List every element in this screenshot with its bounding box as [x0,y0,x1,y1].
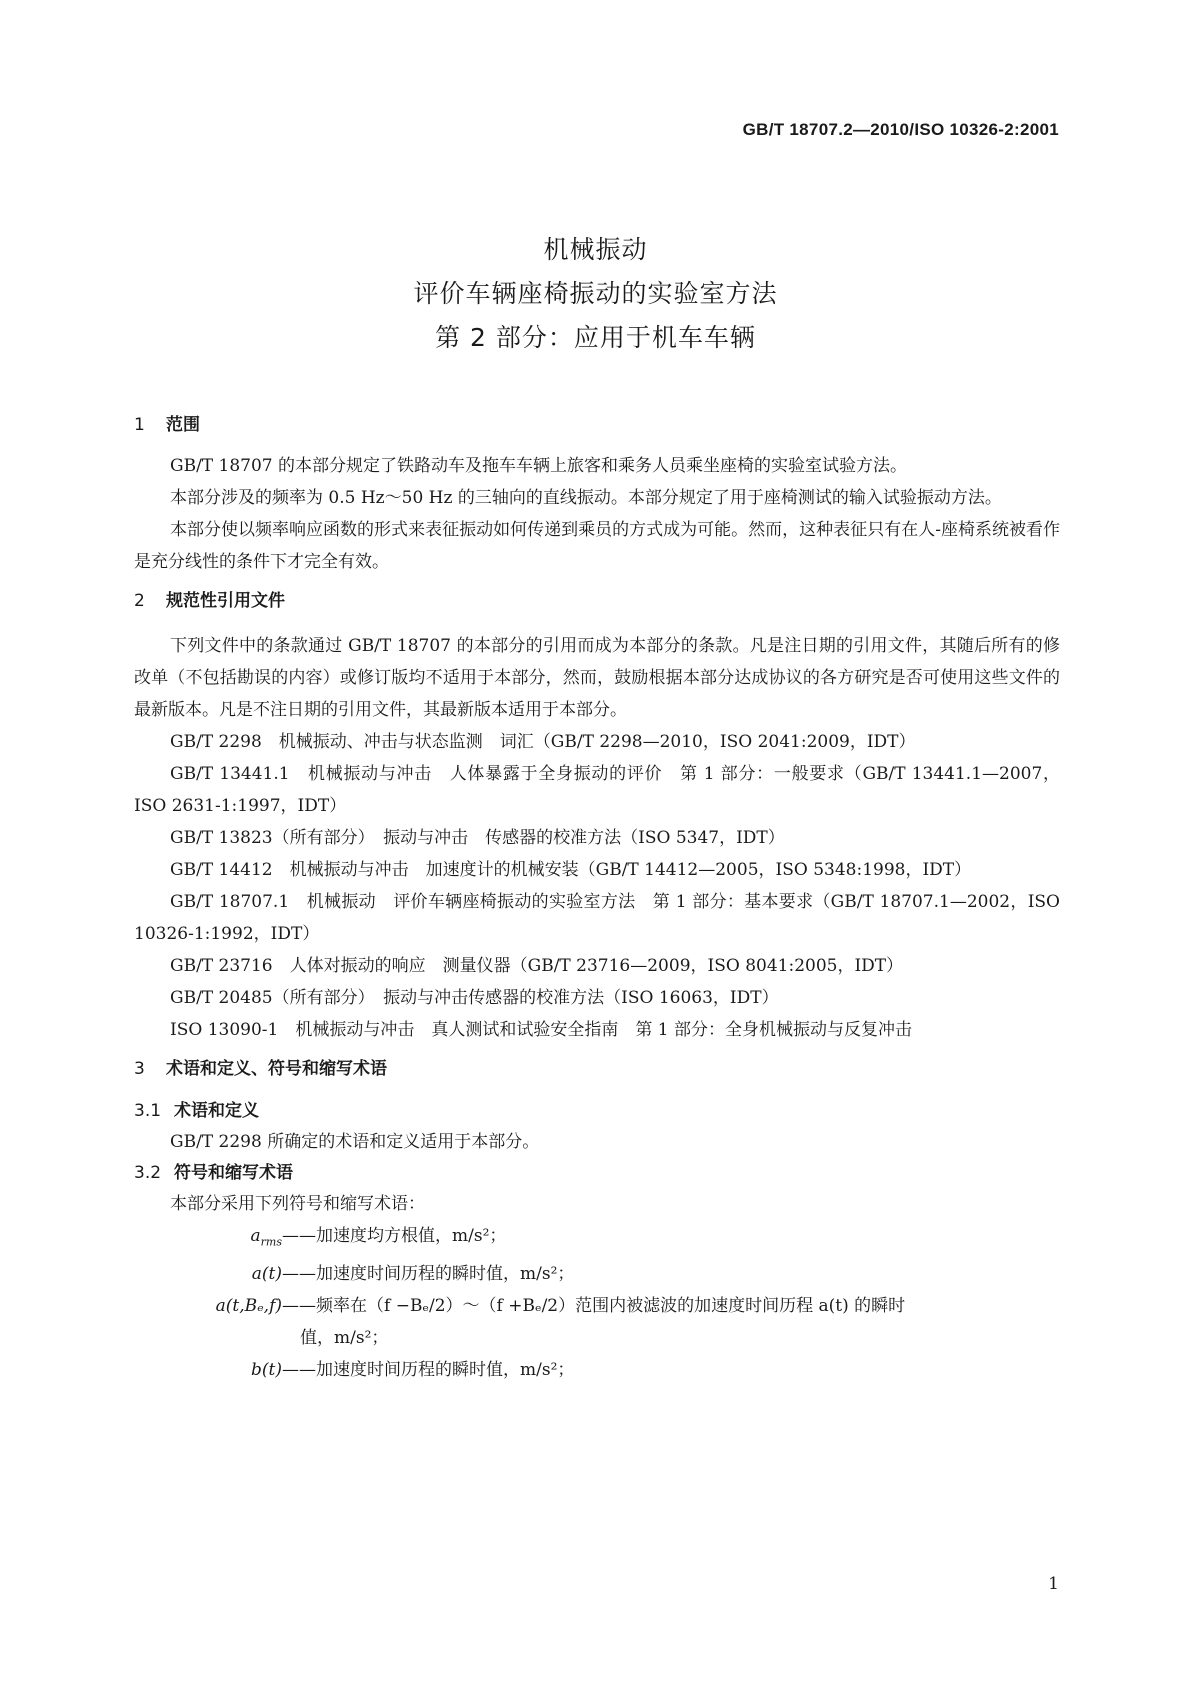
reference-item: GB/T 14412 机械振动与冲击 加速度计的机械安装（GB/T 14412—2005，ISO 5348:1998，IDT） [170,860,972,880]
symbol-definition [134,1290,1060,1354]
paragraph: 本部分采用下列符号和缩写术语： [170,1194,425,1214]
title-line-2: 评价车辆座椅振动的实验室方法 [413,279,778,308]
symbol-definition [134,1258,1060,1290]
section-3-1-heading [134,1096,1060,1126]
symbol-description [282,1290,1060,1354]
section-1-heading [134,410,1060,440]
paragraph: GB/T 2298 所确定的术语和定义适用于本部分。 [170,1132,540,1152]
symbol-description-continuation: 值，m/s²； [300,1328,389,1349]
section-3-heading [134,1054,1060,1084]
section-number: 3.2 [134,1163,162,1183]
symbol-description-line: ——频率在（f −Bₑ/2）～（f +Bₑ/2）范围内被滤波的加速度时间历程 a(t) 的瞬时 [282,1296,906,1317]
symbol-description: ——加速度时间历程的瞬时值，m/s²； [282,1360,575,1381]
symbol: $a_{rms}$ [250,1226,282,1249]
section-2-heading [134,586,1060,616]
symbol-description: ——加速度均方根值，m/s²； [282,1226,507,1246]
paragraph: 本部分使以频率响应函数的形式来表征振动如何传递到乘员的方式成为可能。然而，这种表征只有在人-座椅系统被看作是充分线性的条件下才完全有效。 [134,520,1060,572]
paragraph: GB/T 18707 的本部分规定了铁路动车及拖车车辆上旅客和乘务人员乘坐座椅的实验室试验方法。 [170,456,908,476]
reference-item: GB/T 20485（所有部分） 振动与冲击传感器的校准方法（ISO 16063，IDT） [170,988,779,1008]
reference-item: GB/T 23716 人体对振动的响应 测量仪器（GB/T 23716—2009，ISO 8041:2005，IDT） [170,956,904,976]
reference-item: GB/T 2298 机械振动、冲击与状态监测 词汇（GB/T 2298—2010，ISO 2041:2009，IDT） [170,732,916,752]
symbol-description: ——加速度时间历程的瞬时值，m/s²； [282,1264,575,1285]
page-number: 1 [1048,1574,1059,1594]
section-title: 范围 [166,415,200,435]
section-number: 3.1 [134,1101,162,1121]
title-line-1: 机械振动 [543,235,648,264]
section-3-2-heading [134,1158,1060,1188]
paragraph: 本部分涉及的频率为 0.5 Hz～50 Hz 的三轴向的直线振动。本部分规定了用于座椅测试的输入试验振动方法。 [170,488,1002,508]
reference-item: GB/T 18707.1 机械振动 评价车辆座椅振动的实验室方法 第 1 部分：基本要求（GB/T 18707.1—2002，ISO 10326-1:1992，IDT） [134,892,1060,944]
section-title: 符号和缩写术语 [174,1163,293,1183]
section-title: 术语和定义、符号和缩写术语 [166,1059,387,1079]
symbol-definition [134,1220,1060,1258]
standard-code: GB/T 18707.2—2010/ISO 10326-2:2001 [742,120,1059,139]
symbol: a(t,Bₑ,f) [215,1296,282,1317]
paragraph: 下列文件中的条款通过 GB/T 18707 的本部分的引用而成为本部分的条款。凡是注日期的引用文件，其随后所有的修改单（不包括勘误的内容）或修订版均不适用于本部分，然而，鼓励根据本部分达成协议的各方研究是否可使用这些文件的最新版本。凡是不注日期的引用文件，其最新版本适用于本部分。 [134,636,1060,720]
symbol: a(t) [251,1264,282,1285]
section-title: 术语和定义 [174,1101,259,1121]
reference-item: GB/T 13823（所有部分） 振动与冲击 传感器的校准方法（ISO 5347，IDT） [170,828,785,848]
document-title [0,228,1191,360]
title-line-3: 第 2 部分：应用于机车车辆 [435,323,756,352]
document-body [134,410,1060,1386]
symbol: b(t) [251,1360,282,1381]
section-number: 2 [134,591,145,611]
reference-item: ISO 13090-1 机械振动与冲击 真人测试和试验安全指南 第 1 部分：全身机械振动与反复冲击 [170,1020,912,1040]
reference-item: GB/T 13441.1 机械振动与冲击 人体暴露于全身振动的评价 第 1 部分：一般要求（GB/T 13441.1—2007，ISO 2631-1:1997，IDT） [134,764,1060,816]
section-title: 规范性引用文件 [166,591,285,611]
section-number: 3 [134,1059,145,1079]
section-number: 1 [134,415,145,435]
symbol-definition [134,1354,1060,1386]
